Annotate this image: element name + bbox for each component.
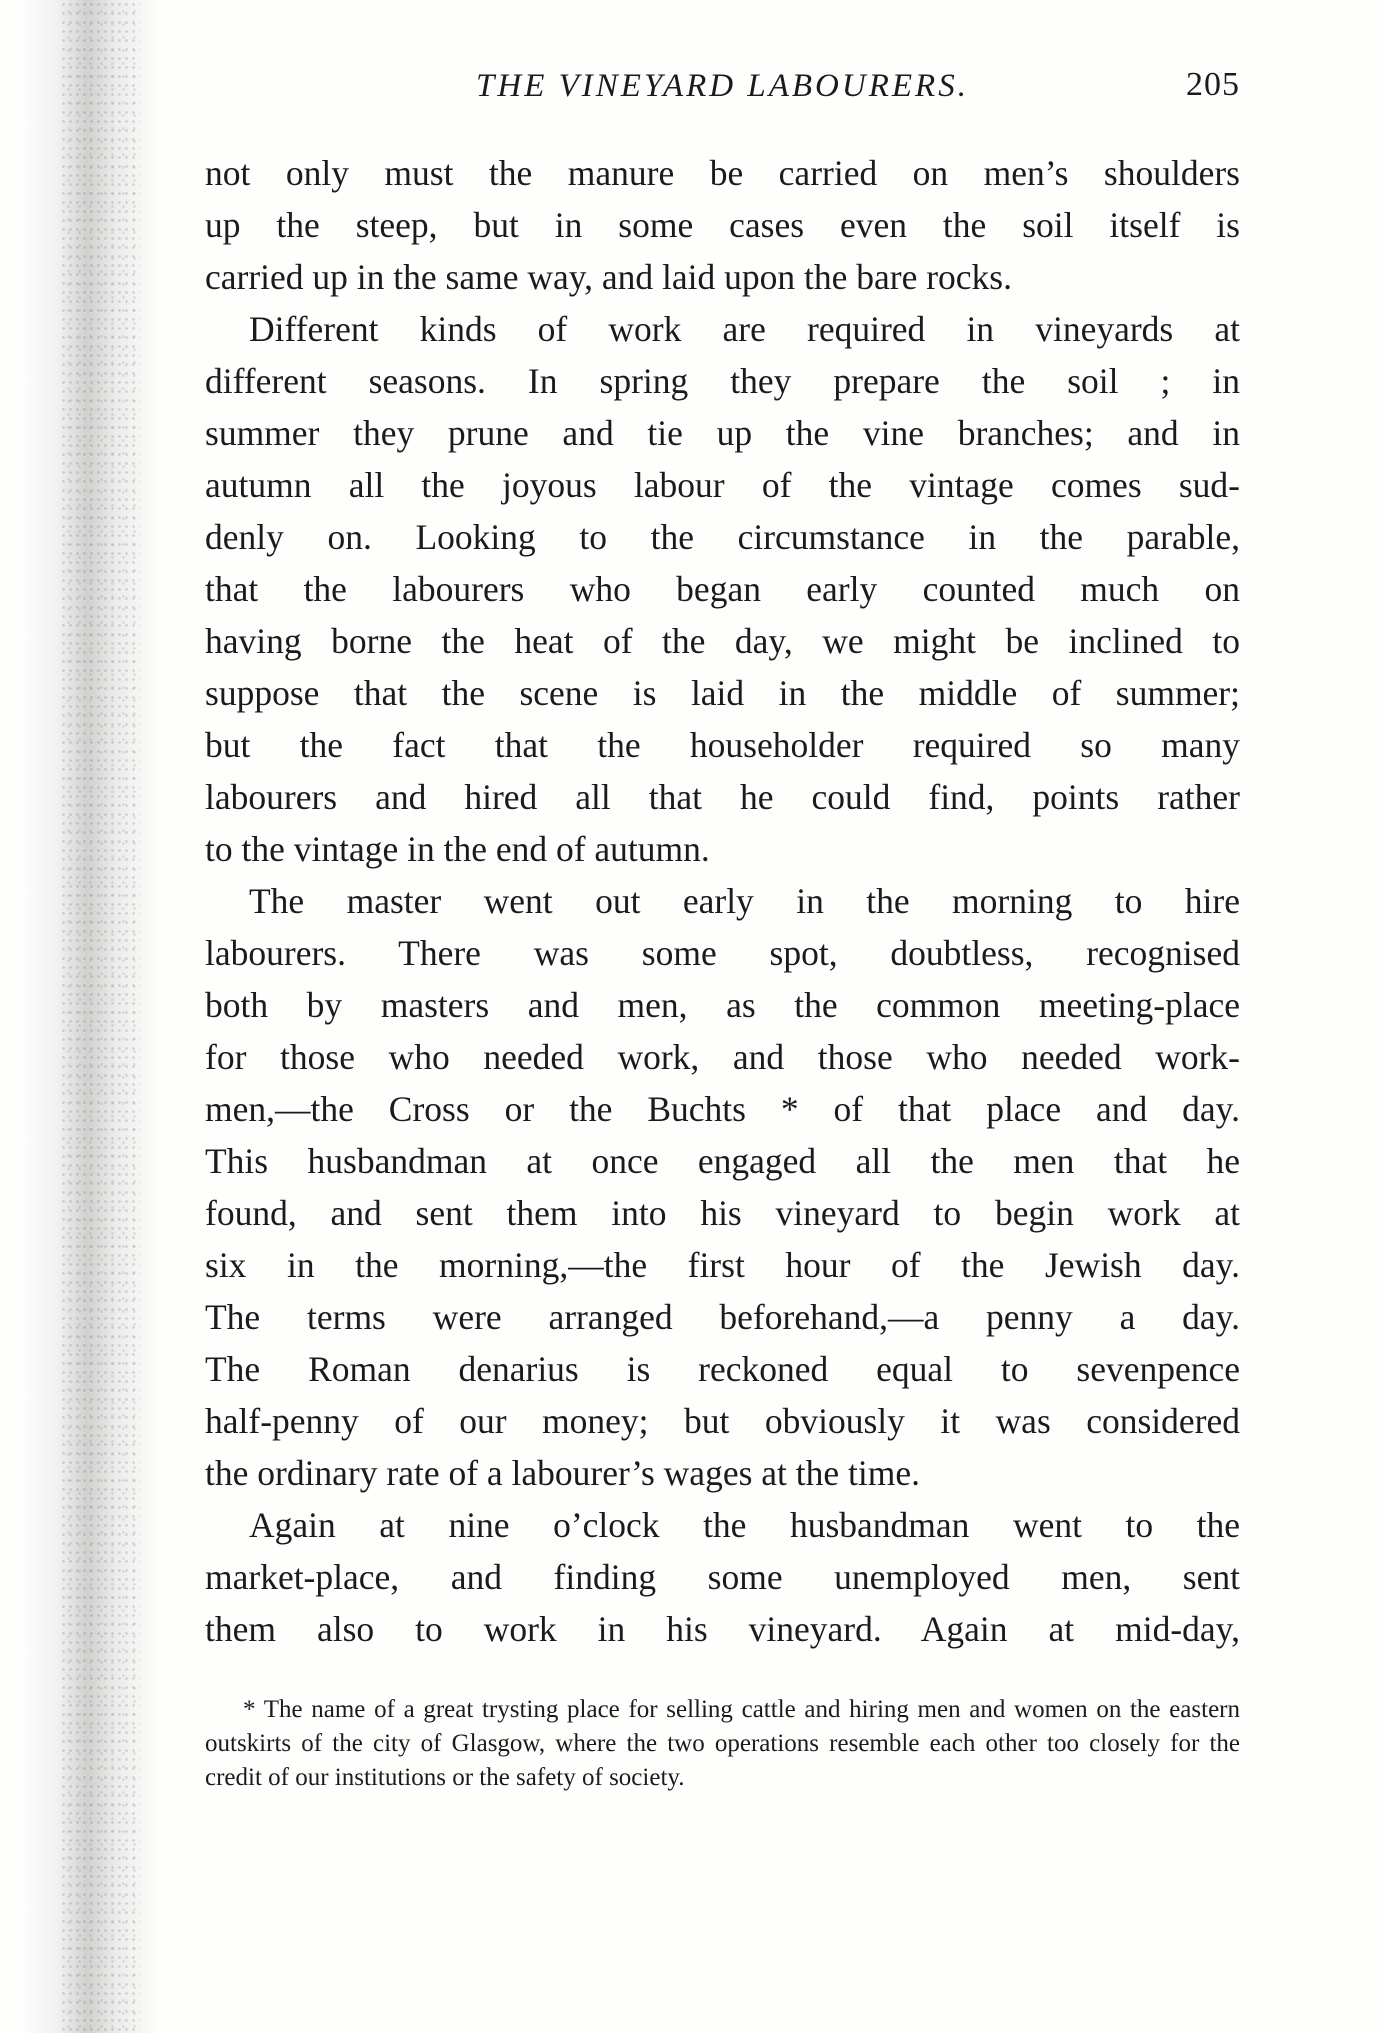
text-line: denly on. Looking to the circumstance in the parable, bbox=[205, 517, 1240, 557]
text-line: The master went out early in the morning to hire bbox=[249, 881, 1240, 921]
text-line: Different kinds of work are required in vineyards at bbox=[249, 309, 1240, 349]
page-number: 205 bbox=[1186, 66, 1240, 103]
text-line: up the steep, but in some cases even the soil itself is bbox=[205, 205, 1240, 245]
running-title: THE VINEYARD LABOURERS. bbox=[476, 68, 969, 104]
page-header bbox=[205, 62, 1240, 118]
text-line: having borne the heat of the day, we might be inclined to bbox=[205, 621, 1240, 661]
text-line: both by masters and men, as the common meeting-place bbox=[205, 985, 1240, 1025]
text-line: labourers and hired all that he could find, points rather bbox=[205, 777, 1240, 817]
text-line: for those who needed work, and those who needed work- bbox=[205, 1037, 1240, 1077]
paragraph-3 bbox=[205, 875, 1240, 1499]
gutter-speckle-texture bbox=[60, 0, 140, 2033]
paragraph-2 bbox=[205, 303, 1240, 875]
text-line: but the fact that the householder required so many bbox=[205, 725, 1240, 765]
text-line: carried up in the same way, and laid upon the bare rocks. bbox=[205, 257, 1013, 297]
footnote bbox=[205, 1693, 1240, 1795]
text-line: found, and sent them into his vineyard to begin work at bbox=[205, 1193, 1240, 1233]
text-line: suppose that the scene is laid in the middle of summer; bbox=[205, 673, 1240, 713]
text-line: The terms were arranged beforehand,—a penny a day. bbox=[205, 1297, 1240, 1337]
text-line: to the vintage in the end of autumn. bbox=[205, 829, 710, 869]
text-line: six in the morning,—the first hour of the Jewish day. bbox=[205, 1245, 1240, 1285]
text-line: half-penny of our money; but obviously it was considered bbox=[205, 1401, 1240, 1441]
text-line: the ordinary rate of a labourer’s wages at the time. bbox=[205, 1453, 920, 1493]
text-line: summer they prune and tie up the vine branches; and in bbox=[205, 413, 1240, 453]
text-line: market-place, and finding some unemployed men, sent bbox=[205, 1557, 1240, 1597]
text-line: that the labourers who began early counted much on bbox=[205, 569, 1240, 609]
text-line: autumn all the joyous labour of the vintage comes sud- bbox=[205, 465, 1240, 505]
text-line: different seasons. In spring they prepare the soil ; in bbox=[205, 361, 1240, 401]
text-line: This husbandman at once engaged all the men that he bbox=[205, 1141, 1240, 1181]
text-line: Again at nine o’clock the husbandman went to the bbox=[249, 1505, 1240, 1545]
text-line: The Roman denarius is reckoned equal to sevenpence bbox=[205, 1349, 1240, 1389]
text-line: them also to work in his vineyard. Again at mid-day, bbox=[205, 1609, 1240, 1649]
paragraph-1 bbox=[205, 147, 1240, 303]
text-line: men,—the Cross or the Buchts * of that place and day. bbox=[205, 1089, 1240, 1129]
text-line: not only must the manure be carried on men’s shoulders bbox=[205, 153, 1240, 193]
body-text bbox=[205, 147, 1240, 1655]
footnote-text: * The name of a great trysting place for selling cattle and hiring men and women on the eastern outskirts of the city of Glasgow, where the two operations resemble each other too closely for the credit of our institutions or the safety of society. bbox=[205, 1696, 1240, 1791]
text-line: labourers. There was some spot, doubtless, recognised bbox=[205, 933, 1240, 973]
paragraph-4 bbox=[205, 1499, 1240, 1655]
